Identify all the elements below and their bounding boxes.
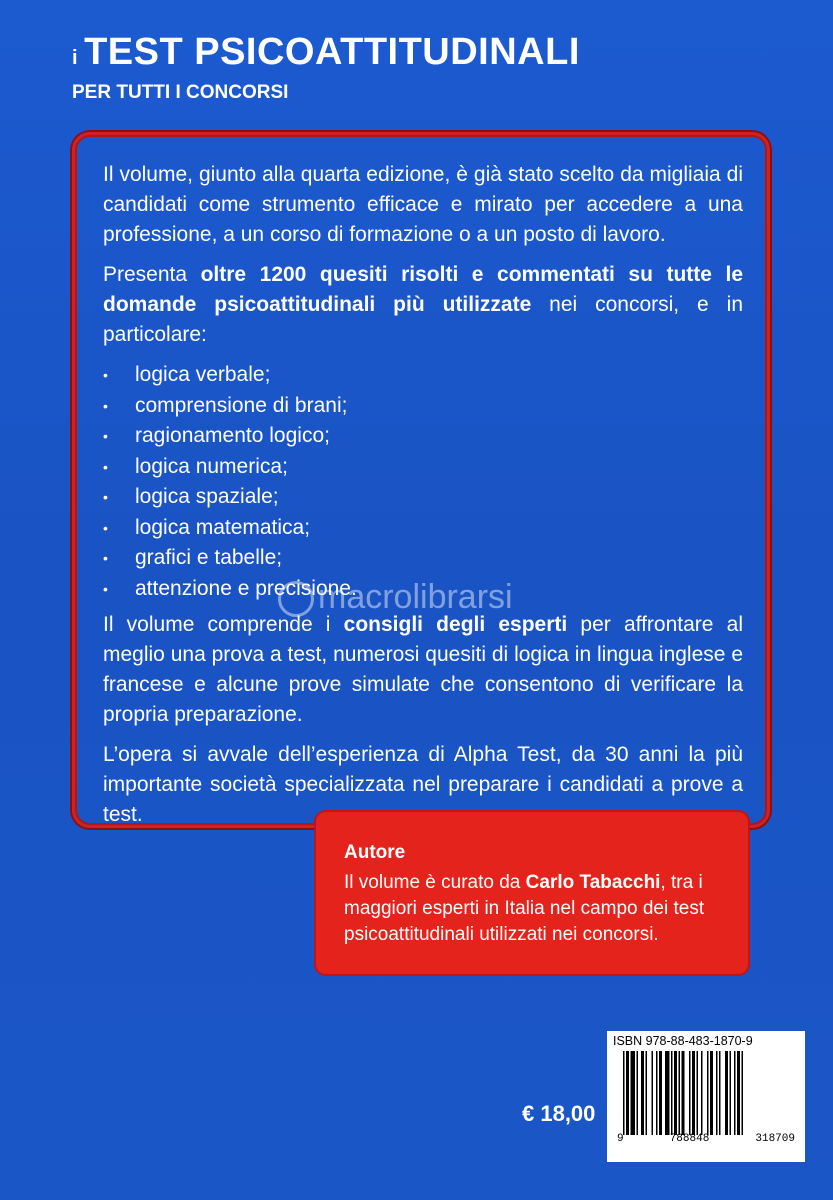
barcode-digits — [613, 1133, 799, 1145]
topics-list — [103, 360, 743, 604]
para2-end: nei concorsi, e in particolare: — [103, 293, 743, 346]
watermark-text: macrolibrarsi — [318, 578, 513, 616]
barcode-digits-right: 318709 — [755, 1133, 795, 1145]
list-item-text: logica numerica; — [135, 454, 288, 478]
para2-bold: oltre 1200 quesiti risolti e commentati su tutte le domande psicoattitudinali più utilizzate — [103, 263, 744, 316]
list-item-text: logica verbale; — [135, 363, 271, 386]
bullet-icon: • — [103, 428, 108, 444]
list-item-text: attenzione e precisione. — [135, 576, 357, 600]
isbn-label: ISBN 978-88-483-1870-9 — [613, 1034, 753, 1048]
author-name: Carlo Tabacchi — [525, 872, 661, 893]
list-item — [103, 391, 743, 422]
book-title — [72, 30, 580, 80]
book-subtitle: PER TUTTI I CONCORSI — [72, 82, 289, 103]
barcode-digits-left: 788848 — [669, 1133, 710, 1145]
description-text — [103, 160, 743, 840]
bullet-icon: • — [103, 489, 108, 505]
list-item — [103, 421, 743, 452]
para3-end: per affrontare al meglio una prova a test, numerosi quesiti di logica in lingua inglese e francese e alcune prove simulate che consentono di verificare la propria preparazione. — [103, 613, 743, 726]
bullet-icon: • — [103, 519, 108, 536]
list-item-text: logica spaziale; — [135, 485, 279, 508]
bullet-icon: • — [103, 550, 108, 566]
bullet-icon: • — [103, 397, 108, 414]
list-item-text: comprensione di brani; — [135, 393, 348, 417]
author-label: Autore — [344, 842, 406, 863]
title-prefix: i — [72, 47, 79, 69]
list-item — [103, 513, 743, 544]
bullet-icon: • — [103, 367, 108, 383]
list-item — [103, 574, 743, 605]
list-item — [103, 452, 743, 483]
para3-start: Il volume comprende i — [103, 613, 344, 636]
list-item — [103, 543, 743, 574]
author-text-end: , tra i maggiori esperti in Italia nel campo dei test psicoattitudinali utilizzati nei concorsi. — [344, 872, 705, 945]
author-box — [316, 812, 748, 974]
isbn-barcode-box — [607, 1031, 805, 1162]
description-paragraph-3 — [103, 610, 743, 730]
description-paragraph-2 — [103, 260, 743, 350]
description-paragraph-1: Il volume, giunto alla quarta edizione, è già stato scelto da migliaia di candidati come strumento efficace e mirato per accedere a una professione, a un corso di formazione o a un posto di lavoro. — [103, 163, 743, 246]
list-item-text: logica matematica; — [135, 515, 311, 539]
title-text: TEST PSICOATTITUDINALI — [84, 31, 580, 73]
para2-start: Presenta — [103, 263, 201, 286]
cover-header — [72, 30, 580, 104]
list-item-text: ragionamento logico; — [135, 424, 330, 447]
barcode-digit-lead: 9 — [617, 1133, 624, 1145]
author-text-start: Il volume è curato da — [344, 872, 526, 893]
para3-bold: consigli degli esperti — [343, 613, 568, 636]
description-paragraph-4: L’opera si avvale dell’esperienza di Alpha Test, da 30 anni la più importante società specializzata nel preparare i candidati a prove a test. — [103, 743, 743, 826]
list-item-text: grafici e tabelle; — [135, 546, 283, 569]
list-item — [103, 360, 743, 391]
list-item — [103, 482, 743, 513]
author-text — [344, 870, 720, 948]
barcode-icon — [621, 1051, 793, 1135]
bullet-icon: • — [103, 580, 108, 597]
bullet-icon: • — [103, 458, 108, 475]
price: € 18,00 — [522, 1101, 596, 1126]
